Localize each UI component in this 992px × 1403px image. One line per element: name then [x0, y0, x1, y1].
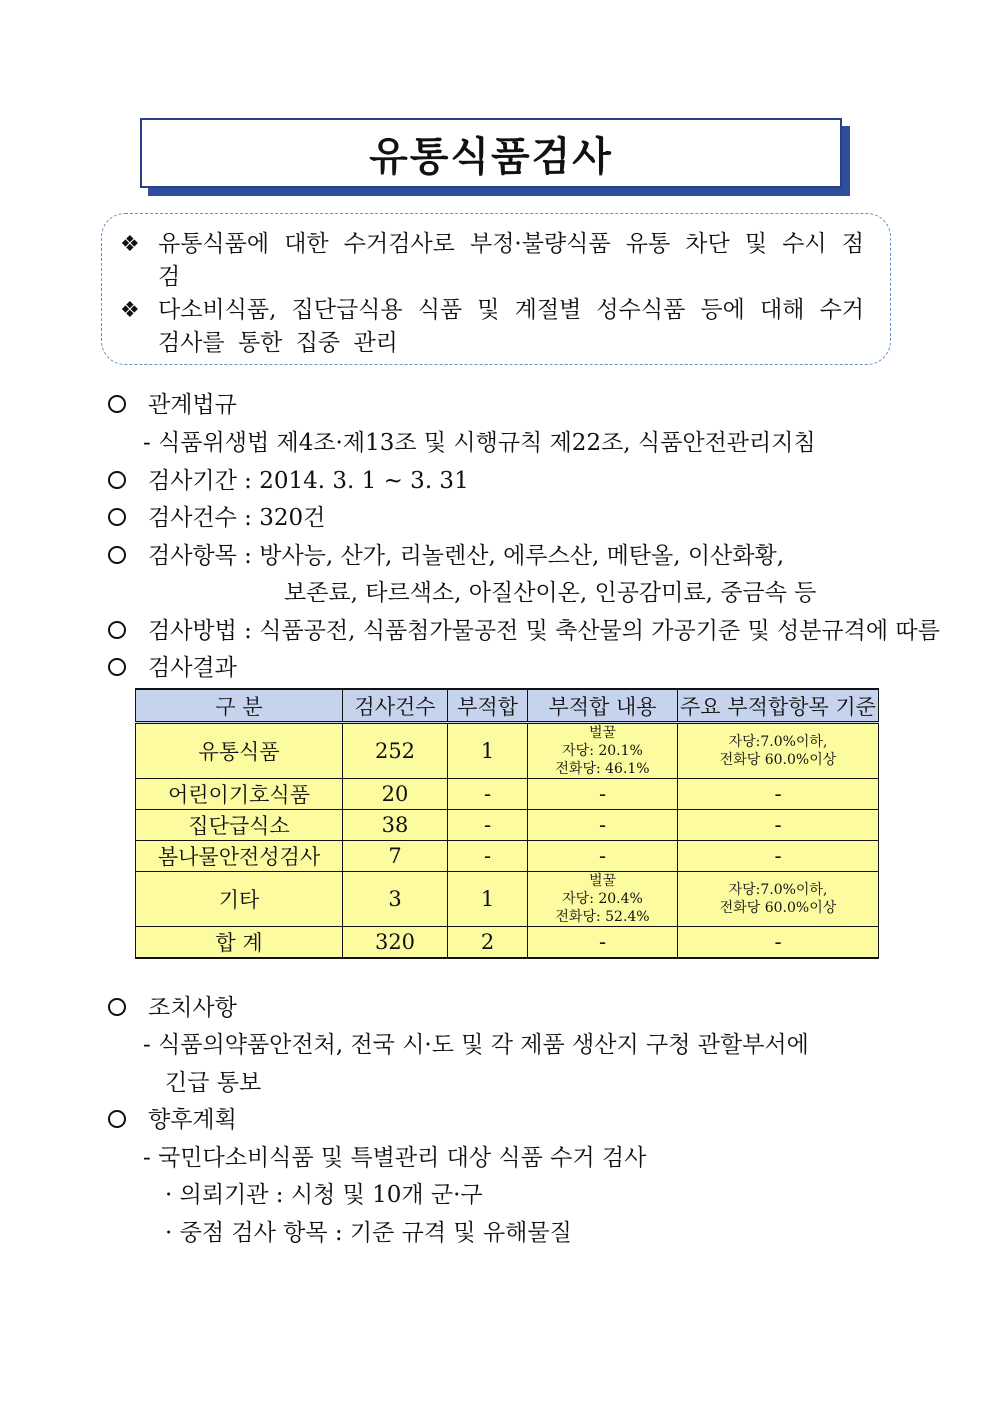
page-title: 유통식품검사 [369, 133, 613, 180]
cell-name: 합 계 [136, 927, 343, 959]
circle-bullet-icon [108, 508, 126, 526]
cell-count: 7 [343, 841, 448, 872]
summary-box [101, 213, 891, 365]
cell-count: 38 [343, 810, 448, 841]
circle-bullet-icon [108, 1110, 126, 1128]
cell-name: 기타 [136, 872, 343, 927]
law-detail: - 식품위생법 제4조·제13조 및 시행규칙 제22조, 식품안전관리지침 [143, 430, 816, 456]
method-line: 검사방법 : 식품공전, 식품첨가물공전 및 축산물의 가공기준 및 성분규격에 따름 [108, 612, 940, 645]
cell-standard: 자당:7.0%이하, 전화당 60.0%이상 [678, 872, 879, 927]
cell-fail: - [448, 779, 528, 810]
cell-standard: - [678, 779, 879, 810]
diamond-bullet-icon: ❖ [120, 298, 140, 323]
table-row [136, 872, 879, 927]
cell-fail: - [448, 841, 528, 872]
cell-fail: 2 [448, 927, 528, 959]
action-line2: 긴급 통보 [165, 1070, 262, 1096]
count-line: 검사건수 : 320건 [108, 499, 325, 532]
period-line: 검사기간 : 2014. 3. 1 ~ 3. 31 [108, 462, 469, 495]
plan-line1: - 국민다소비식품 및 특별관리 대상 식품 수거 검사 [143, 1145, 647, 1171]
circle-bullet-icon [108, 546, 126, 564]
header-standard: 주요 부적합항목 기준 [678, 689, 879, 723]
action-line1: - 식품의약품안전처, 전국 시·도 및 각 제품 생산지 구청 관할부서에 [143, 1032, 809, 1058]
cell-name: 어린이기호식품 [136, 779, 343, 810]
table-row [136, 779, 879, 810]
circle-bullet-icon [108, 658, 126, 676]
circle-bullet-icon [108, 998, 126, 1016]
summary-text: 유통식품에 대한 수거검사로 부정·불량식품 유통 차단 및 수시 점검 [158, 231, 864, 290]
cell-fail: 1 [448, 872, 528, 927]
summary-item [120, 294, 864, 360]
plan-heading: 향후계획 [108, 1101, 237, 1134]
cell-detail: 벌꿀 자당: 20.4% 전화당: 52.4% [528, 872, 678, 927]
plan-line2: · 의뢰기관 : 시청 및 10개 군·구 [165, 1182, 483, 1208]
plan-line3: · 중점 검사 항목 : 기준 규격 및 유해물질 [165, 1220, 572, 1246]
cell-count: 3 [343, 872, 448, 927]
header-detail: 부적합 내용 [528, 689, 678, 723]
table-row [136, 723, 879, 779]
header-category: 구 분 [136, 689, 343, 723]
results-heading: 검사결과 [108, 649, 237, 682]
table-row [136, 841, 879, 872]
header-count: 검사건수 [343, 689, 448, 723]
cell-detail: - [528, 810, 678, 841]
cell-detail: - [528, 779, 678, 810]
cell-name: 집단급식소 [136, 810, 343, 841]
cell-detail: 벌꿀 자당: 20.1% 전화당: 46.1% [528, 723, 678, 779]
cell-fail: 1 [448, 723, 528, 779]
cell-standard: - [678, 810, 879, 841]
cell-count: 20 [343, 779, 448, 810]
circle-bullet-icon [108, 395, 126, 413]
table-header-row [136, 689, 879, 723]
cell-detail: - [528, 927, 678, 959]
action-heading: 조치사항 [108, 989, 237, 1022]
table-row [136, 810, 879, 841]
results-table [135, 688, 879, 959]
cell-fail: - [448, 810, 528, 841]
cell-name: 봄나물안전성검사 [136, 841, 343, 872]
cell-count: 320 [343, 927, 448, 959]
diamond-bullet-icon: ❖ [120, 232, 140, 257]
cell-standard: 자당:7.0%이하, 전화당 60.0%이상 [678, 723, 879, 779]
circle-bullet-icon [108, 621, 126, 639]
summary-text: 다소비식품, 집단급식용 식품 및 계절별 성수식품 등에 대해 수거 검사를 통한 집중 관리 [158, 297, 864, 356]
cell-detail: - [528, 841, 678, 872]
header-fail: 부적합 [448, 689, 528, 723]
cell-standard: - [678, 927, 879, 959]
circle-bullet-icon [108, 471, 126, 489]
items-line2: 보존료, 타르색소, 아질산이온, 인공감미료, 중금속 등 [284, 580, 817, 606]
cell-name: 유통식품 [136, 723, 343, 779]
summary-item [120, 228, 864, 294]
cell-standard: - [678, 841, 879, 872]
title-box [140, 118, 842, 188]
cell-count: 252 [343, 723, 448, 779]
items-line: 검사항목 : 방사능, 산가, 리놀렌산, 에루스산, 메탄올, 이산화황, [108, 537, 784, 570]
law-heading: 관계법규 [108, 386, 237, 419]
table-total-row [136, 927, 879, 959]
